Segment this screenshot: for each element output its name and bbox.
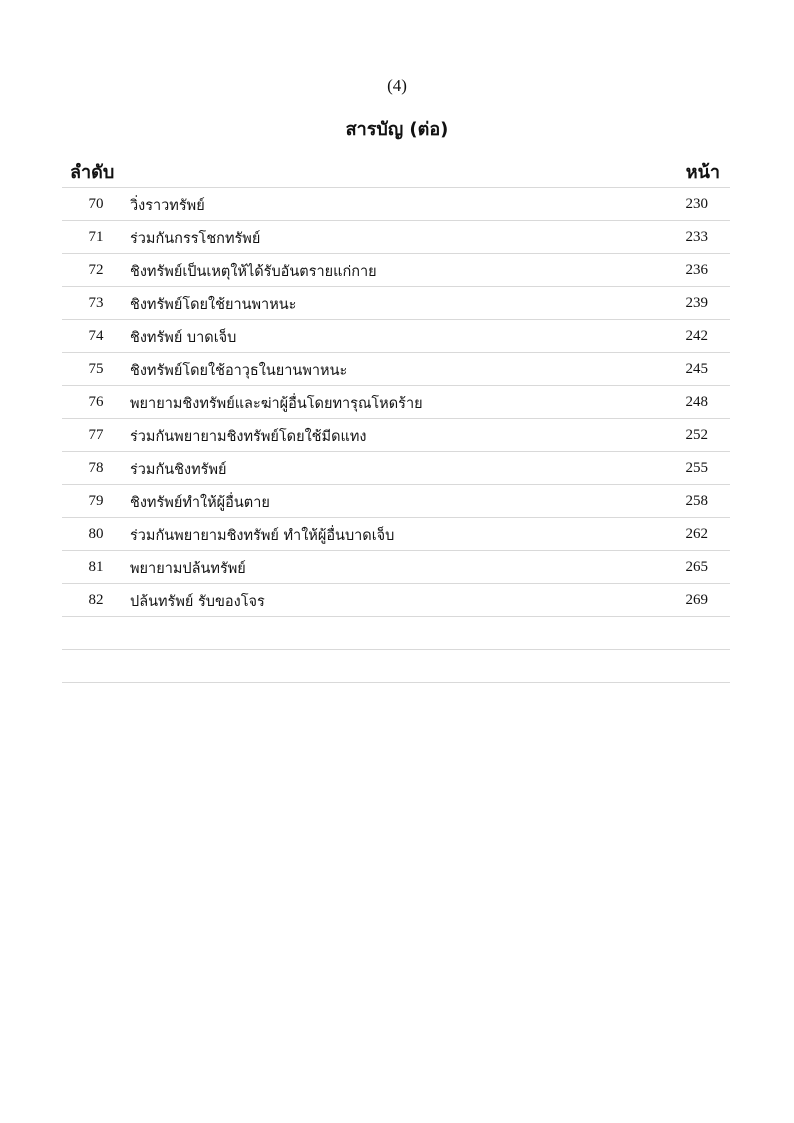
entry-page: 245	[685, 361, 708, 377]
entry-number: 74	[88, 328, 104, 344]
toc-row	[62, 287, 730, 320]
entry-title: ชิงทรัพย์โดยใช้อาวุธในยานพาหนะ	[130, 363, 348, 379]
entry-page: 258	[685, 493, 708, 509]
entry-title: พยายามชิงทรัพย์และฆ่าผู้อื่นโดยทารุณโหดร้าย	[130, 396, 423, 412]
toc-row	[62, 518, 730, 551]
entry-title: ร่วมกันชิงทรัพย์	[130, 462, 227, 478]
entry-page: 255	[685, 460, 708, 476]
toc-row	[62, 320, 730, 353]
page-title: สารบัญ (ต่อ)	[345, 119, 449, 140]
entry-title: ร่วมกันพยายามชิงทรัพย์ ทำให้ผู้อื่นบาดเจ็บ	[130, 528, 395, 544]
entry-number: 72	[88, 262, 104, 278]
entry-page: 262	[685, 526, 708, 542]
entry-title: ชิงทรัพย์เป็นเหตุให้ได้รับอันตรายแก่กาย	[130, 264, 377, 280]
entry-title: ชิงทรัพย์โดยใช้ยานพาหนะ	[130, 297, 297, 313]
table-of-contents	[62, 188, 730, 683]
column-header-page: หน้า	[685, 162, 720, 183]
entry-page: 236	[685, 262, 708, 278]
entry-number: 80	[88, 526, 104, 542]
entry-page: 269	[685, 592, 708, 608]
toc-row	[62, 419, 730, 452]
toc-row	[62, 452, 730, 485]
entry-page: 265	[685, 559, 708, 575]
entry-number: 71	[88, 229, 104, 245]
toc-row-empty	[62, 650, 730, 683]
toc-row	[62, 188, 730, 221]
entry-page: 242	[685, 328, 708, 344]
entry-page: 252	[685, 427, 708, 443]
entry-number: 70	[88, 196, 104, 212]
entry-title: ร่วมกันกรรโชกทรัพย์	[130, 231, 261, 247]
entry-title: พยายามปล้นทรัพย์	[130, 561, 246, 577]
entry-page: 248	[685, 394, 708, 410]
entry-number: 79	[88, 493, 104, 509]
entry-title: ชิงทรัพย์ บาดเจ็บ	[130, 330, 237, 346]
entry-title: วิ่งราวทรัพย์	[130, 198, 205, 214]
entry-title: ปล้นทรัพย์ รับของโจร	[130, 594, 265, 610]
page-number: (4)	[387, 76, 407, 95]
entry-page: 233	[685, 229, 708, 245]
toc-row	[62, 353, 730, 386]
toc-header	[62, 155, 730, 188]
column-header-order: ลำดับ	[70, 162, 115, 183]
toc-row	[62, 551, 730, 584]
toc-row	[62, 485, 730, 518]
toc-row	[62, 386, 730, 419]
entry-number: 78	[88, 460, 104, 476]
entry-number: 81	[88, 559, 104, 575]
entry-number: 75	[88, 361, 104, 377]
entry-number: 76	[88, 394, 104, 410]
entry-number: 82	[88, 592, 104, 608]
entry-title: ร่วมกันพยายามชิงทรัพย์โดยใช้มีดแทง	[130, 429, 367, 445]
entry-page: 239	[685, 295, 708, 311]
toc-row	[62, 254, 730, 287]
toc-row	[62, 221, 730, 254]
toc-row-empty	[62, 617, 730, 650]
entry-page: 230	[685, 196, 708, 212]
toc-row	[62, 584, 730, 617]
entry-number: 73	[88, 295, 104, 311]
entry-title: ชิงทรัพย์ทำให้ผู้อื่นตาย	[130, 495, 270, 511]
entry-number: 77	[88, 427, 104, 443]
